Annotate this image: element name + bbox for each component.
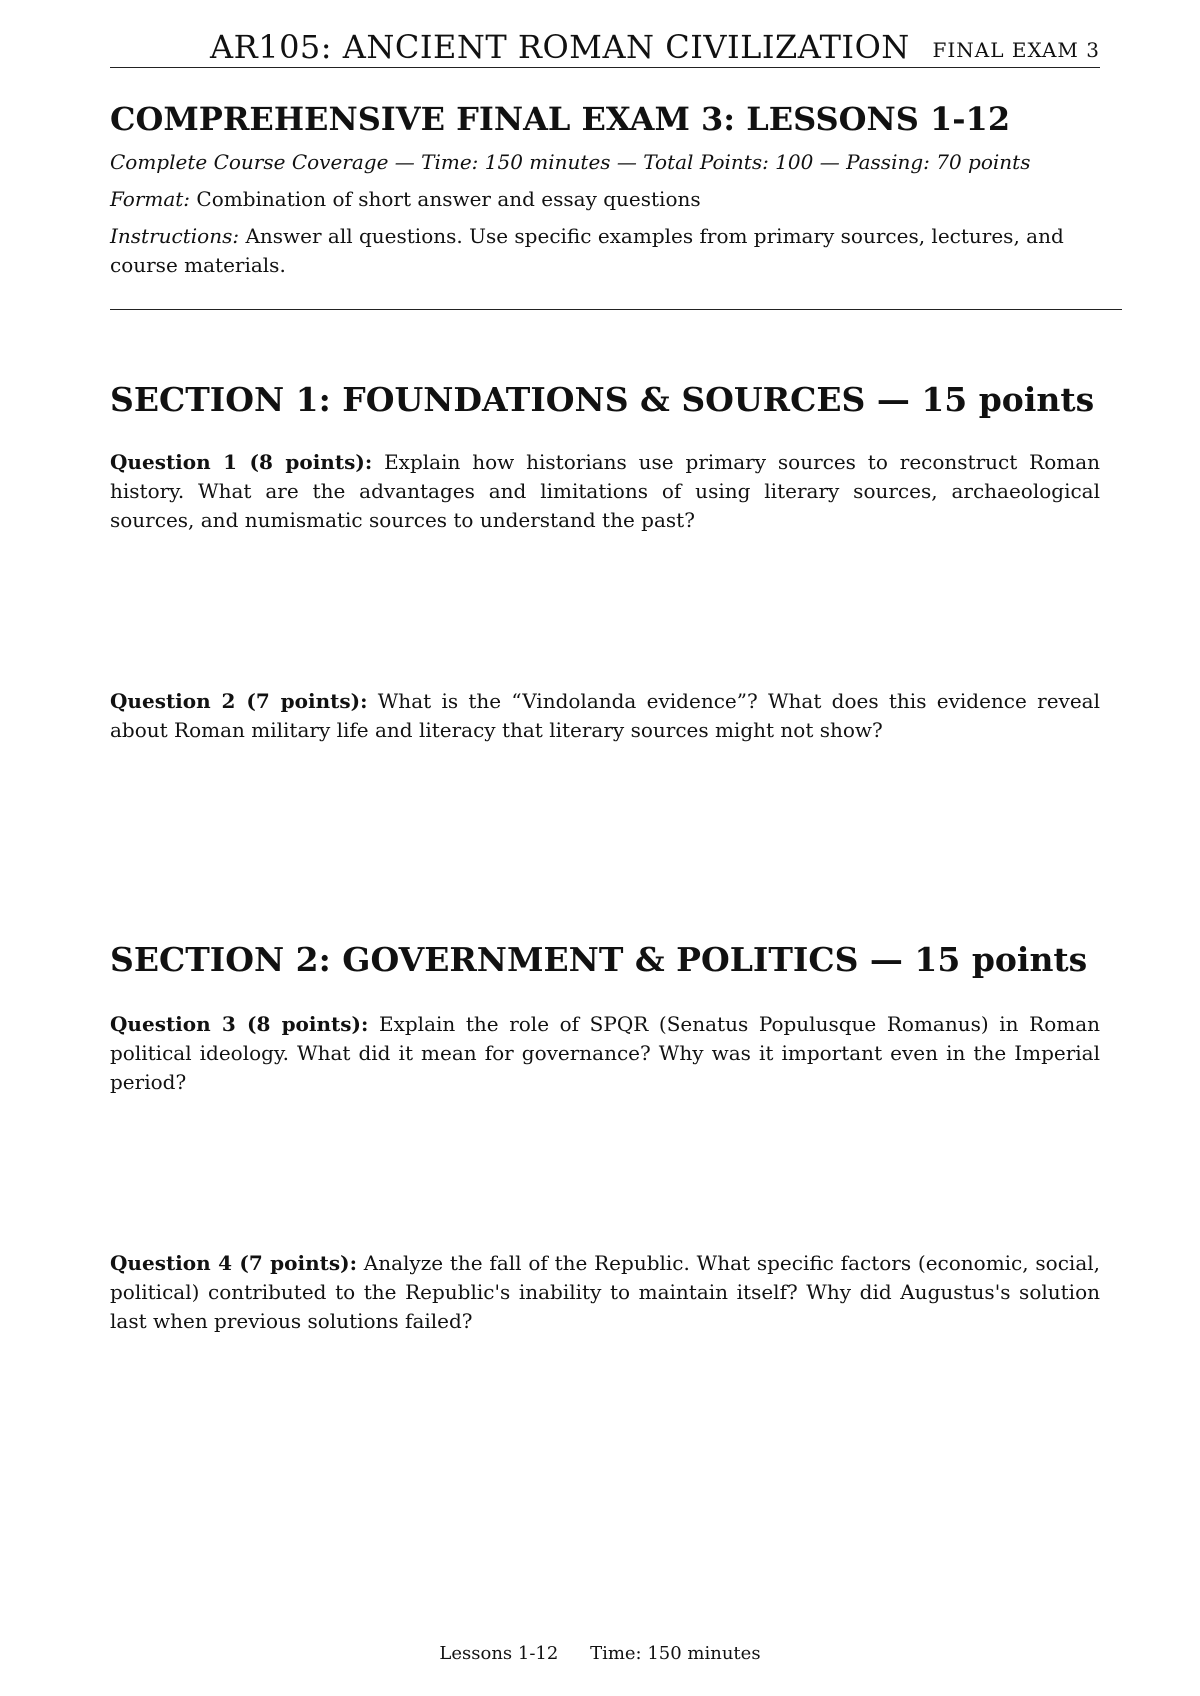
exam-label: FINAL EXAM 3: [932, 38, 1100, 62]
footer-lessons: Lessons 1-12: [439, 1643, 559, 1664]
header-rule: [110, 67, 1100, 68]
question-3: [110, 1010, 1100, 1097]
question-text: Analyze the fall of the Republic. What specific factors (economic, social, political) contributed to the Republic's inability to maintain itself? Why did Augustus's solution last when previous solutions failed?: [110, 1251, 1100, 1333]
question-4: [110, 1249, 1100, 1336]
question-label: Question 1 (8 points):: [110, 450, 373, 474]
question-text: Explain how historians use primary sources to reconstruct Roman history. What are the advantages and limitations of using literary sources, archaeological sources, and numismatic sources to understand the past?: [110, 450, 1100, 532]
title-rule: [110, 309, 1122, 310]
running-header: [110, 28, 1100, 68]
question-1: [110, 448, 1100, 535]
instructions-label: Instructions:: [110, 224, 240, 248]
course-title: AR105: ANCIENT ROMAN CIVILIZATION: [210, 28, 910, 66]
question-label: Question 2 (7 points):: [110, 689, 368, 713]
format-line: [110, 185, 1100, 214]
format-label: Format:: [110, 187, 191, 211]
exam-title: COMPREHENSIVE FINAL EXAM 3: LESSONS 1-12: [110, 100, 1011, 138]
coverage-line: Complete Course Coverage — Time: 150 minutes — Total Points: 100 — Passing: 70 points: [110, 150, 1031, 174]
instructions-line: [110, 222, 1100, 280]
question-label: Question 3 (8 points):: [110, 1012, 369, 1036]
question-2: [110, 687, 1100, 745]
section-heading-1: SECTION 1: FOUNDATIONS & SOURCES — 15 points: [110, 380, 1095, 419]
footer-time: Time: 150 minutes: [590, 1643, 761, 1664]
question-text: Explain the role of SPQR (Senatus Populusque Romanus) in Roman political ideology. What did it mean for governance? Why was it important even in the Imperial period?: [110, 1012, 1100, 1094]
question-label: Question 4 (7 points):: [110, 1251, 357, 1275]
section-heading-2: SECTION 2: GOVERNMENT & POLITICS — 15 points: [110, 940, 1088, 979]
format-text: Combination of short answer and essay questions: [196, 187, 701, 211]
instructions-text: Answer all questions. Use specific examples from primary sources, lectures, and course materials.: [110, 224, 1064, 277]
question-text: What is the “Vindolanda evidence”? What does this evidence reveal about Roman military life and literacy that literary sources might not show?: [110, 689, 1100, 742]
page-footer: [0, 1643, 1200, 1664]
